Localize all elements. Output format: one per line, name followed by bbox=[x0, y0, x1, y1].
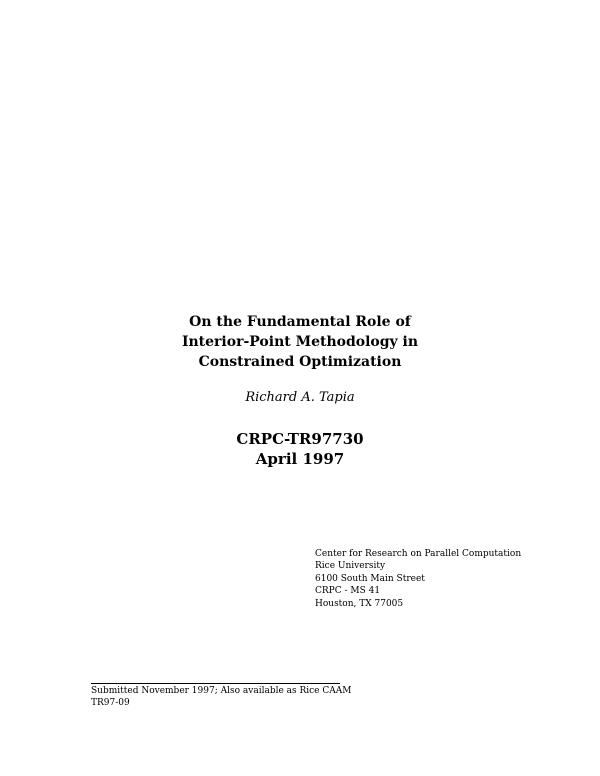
report-info bbox=[0, 429, 600, 469]
address-line-4: CRPC - MS 41 bbox=[315, 586, 381, 597]
address-line-3: 6100 South Main Street bbox=[315, 573, 425, 584]
footnote-rule bbox=[91, 683, 340, 684]
address-line-2: Rice University bbox=[315, 561, 386, 572]
author-name: Richard A. Tapia bbox=[245, 390, 355, 405]
paper-title bbox=[0, 312, 600, 372]
address-line-5: Houston, TX 77005 bbox=[315, 598, 404, 609]
footnote bbox=[91, 686, 391, 709]
institution-address bbox=[315, 548, 575, 610]
title-line-3: Constrained Optimization bbox=[198, 354, 402, 370]
footnote-line-2: TR97-09 bbox=[91, 697, 130, 708]
title-line-1: On the Fundamental Role of bbox=[189, 314, 411, 330]
title-line-2: Interior-Point Methodology in bbox=[181, 334, 419, 350]
address-line-1: Center for Research on Parallel Computation bbox=[315, 549, 522, 559]
report-number: CRPC-TR97730 bbox=[236, 430, 364, 448]
footnote-line-1: Submitted November 1997; Also available as Rice CAAM bbox=[91, 686, 352, 696]
report-date: April 1997 bbox=[255, 450, 345, 468]
